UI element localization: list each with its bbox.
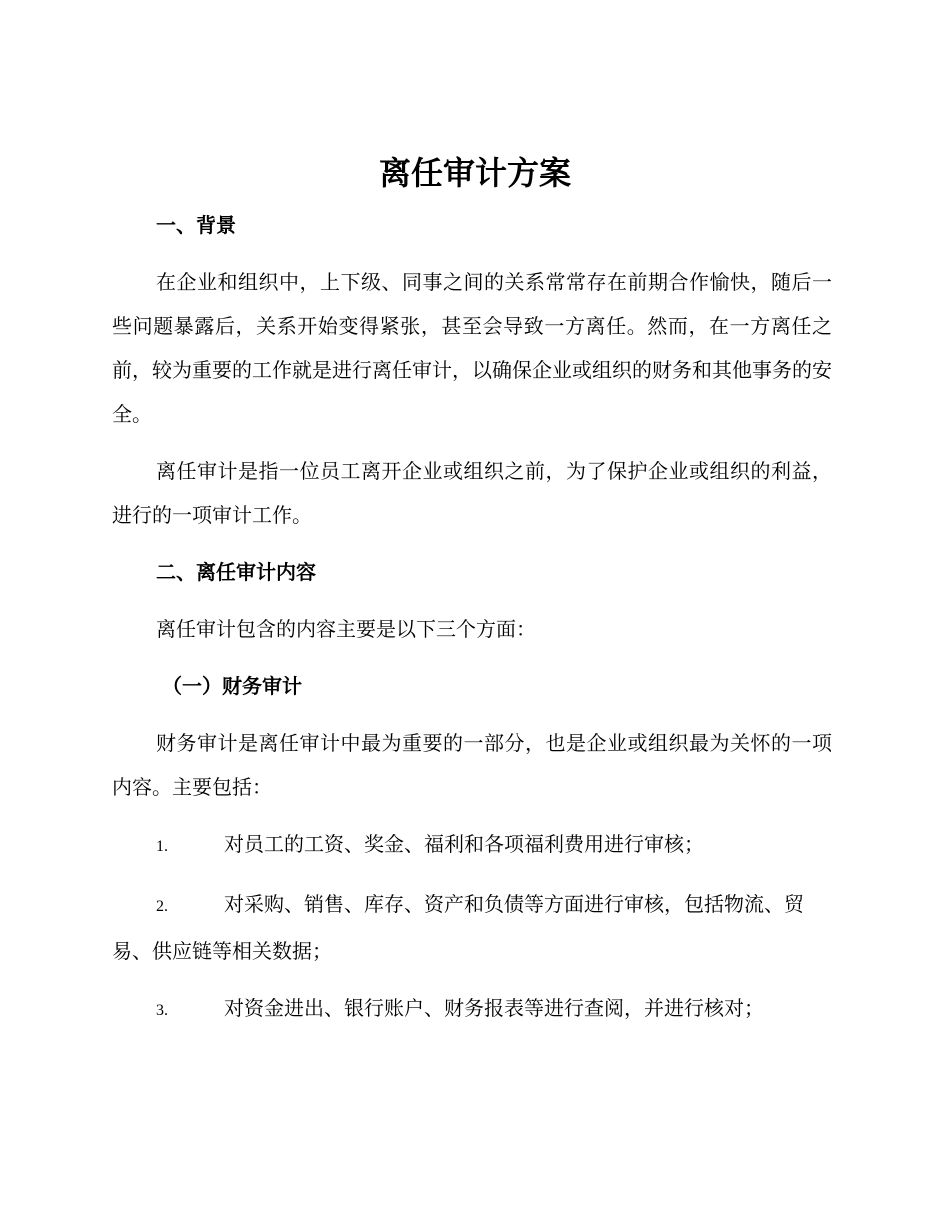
list-item-number: 1. [156, 838, 168, 855]
section-heading-content: 二、离任审计内容 [156, 560, 316, 584]
list-item-number: 3. [156, 1002, 168, 1019]
document-body [112, 203, 832, 1046]
list-item-number: 2. [156, 898, 168, 915]
financial-paragraph: 财务审计是离任审计中最为重要的一部分，也是企业或组织最为关怀的一项内容。主要包括： [112, 731, 832, 799]
list-item-text: 对采购、销售、库存、资产和负债等方面进行审核，包括物流、贸易、供应链等相关数据； [112, 892, 804, 963]
list-item-text: 对资金进出、银行账户、财务报表等进行查阅，并进行核对； [224, 996, 764, 1020]
content-intro-paragraph: 离任审计包含的内容主要是以下三个方面： [156, 617, 536, 641]
background-paragraph-1: 在企业和组织中，上下级、同事之间的关系常常存在前期合作愉快，随后一些问题暴露后，关系开始变得紧张，甚至会导致一方离任。然而，在一方离任之前，较为重要的工作就是进行离任审计，以确保企业或组织的财务和其他事务的安全。 [112, 270, 832, 426]
list-item-text: 对员工的工资、奖金、福利和各项福利费用进行审核； [224, 832, 704, 856]
section-heading-background: 一、背景 [156, 213, 236, 237]
list-item [112, 822, 832, 869]
background-paragraph-2: 离任审计是指一位员工离开企业或组织之前，为了保护企业或组织的利益，进行的一项审计工作。 [112, 459, 832, 527]
list-item [112, 986, 832, 1033]
list-item [112, 882, 832, 973]
document-title: 离任审计方案 [378, 154, 571, 192]
subsection-heading-financial: （一）财务审计 [162, 674, 302, 698]
